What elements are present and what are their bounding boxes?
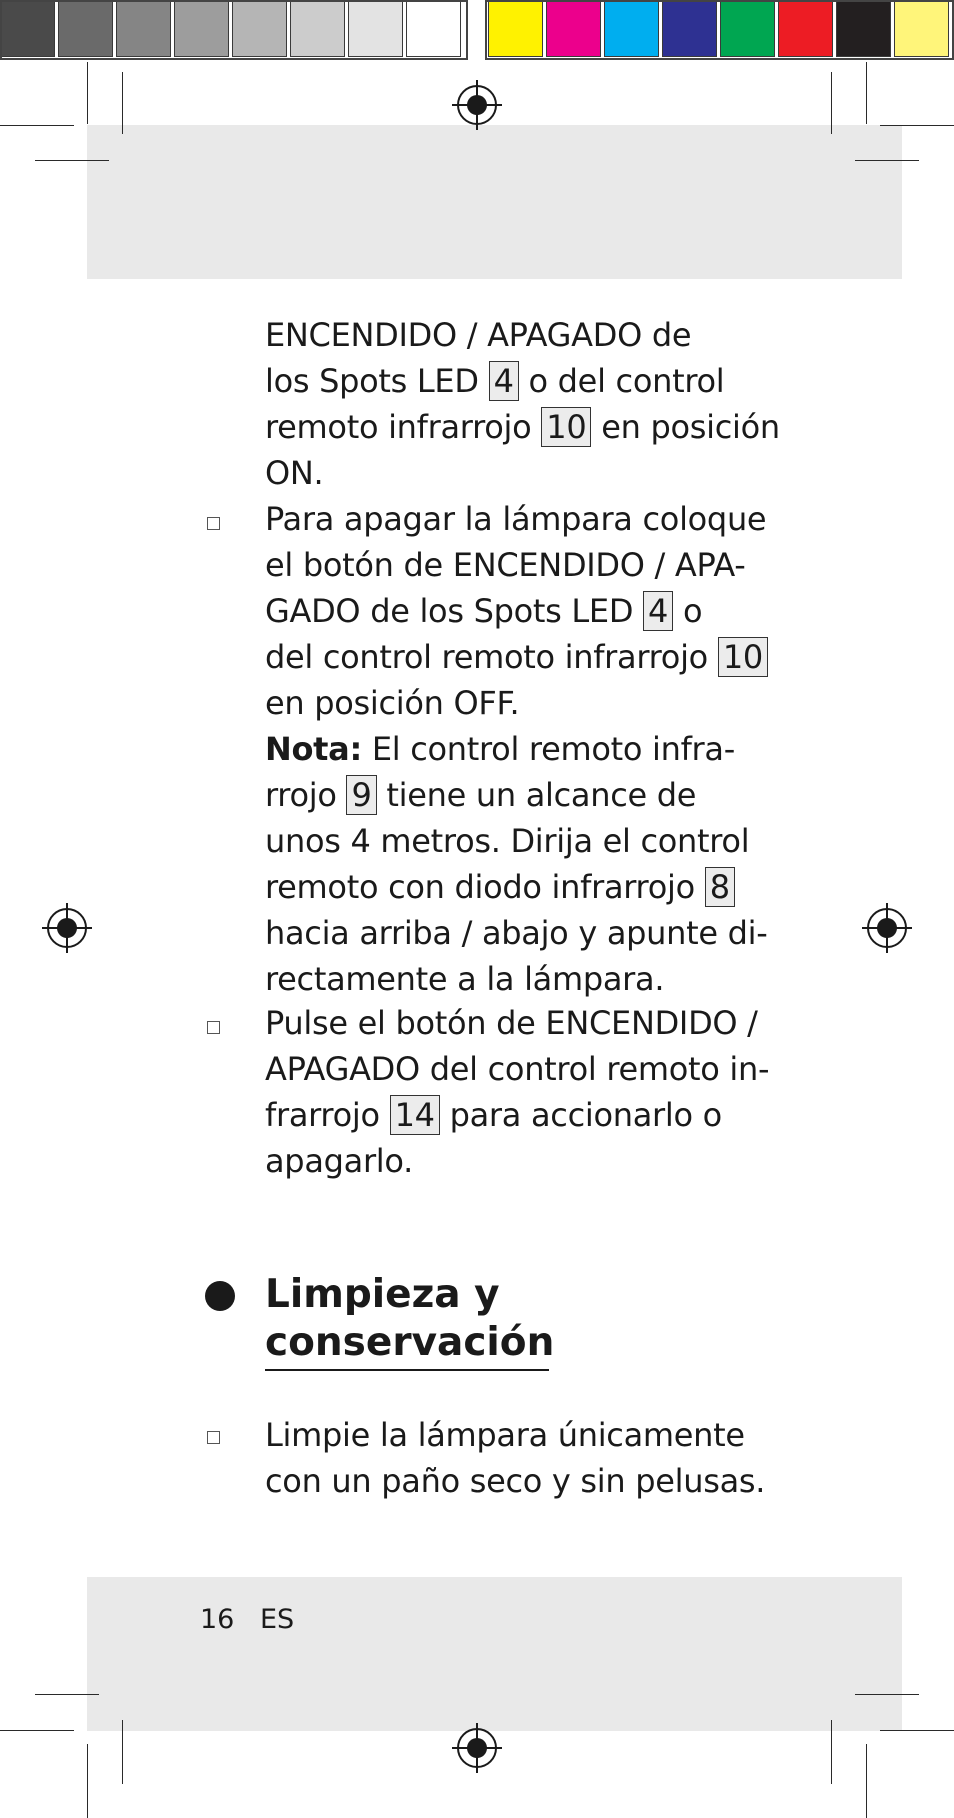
checkbox-bullet-icon — [207, 1021, 220, 1034]
text-line: Pulse el botón de ENCENDIDO / — [265, 1004, 758, 1042]
checkbox-bullet-icon — [207, 1431, 220, 1444]
text-line: o — [682, 592, 703, 630]
crop-mark — [87, 1744, 88, 1818]
continuation-paragraph — [265, 312, 780, 496]
part-reference-badge: 4 — [643, 591, 673, 631]
text-line: el botón de ENCENDIDO / APA- — [265, 546, 746, 584]
text-line: del control remoto infrarrojo — [265, 638, 708, 676]
registration-mark-icon — [452, 80, 502, 130]
crop-mark — [35, 160, 109, 161]
text-line: ON. — [265, 454, 324, 492]
checkbox-bullet-icon — [207, 517, 220, 530]
crop-mark — [35, 1694, 99, 1695]
crop-mark — [87, 62, 88, 124]
text-line: remoto con diodo infrarrojo — [265, 868, 695, 906]
crop-mark — [855, 160, 919, 161]
note-paragraph — [265, 726, 768, 1002]
text-line: Para apagar la lámpara coloque — [265, 500, 767, 538]
part-reference-badge: 10 — [718, 637, 768, 677]
crop-mark — [122, 1720, 123, 1784]
crop-mark — [831, 1720, 832, 1784]
heading-line: Limpieza y — [265, 1272, 500, 1317]
text-line: rectamente a la lámpara. — [265, 960, 665, 998]
part-reference-badge: 9 — [346, 775, 376, 815]
text-line: GADO de los Spots LED — [265, 592, 634, 630]
text-line: en posición — [601, 408, 780, 446]
registration-mark-icon — [452, 1723, 502, 1773]
instruction-item-press — [265, 1000, 770, 1184]
text-line: unos 4 metros. Dirija el control — [265, 822, 750, 860]
text-line: tiene un alcance de — [386, 776, 697, 814]
calibration-bar-frame-right — [485, 0, 954, 60]
text-line: Limpie la lámpara únicamente — [265, 1416, 745, 1454]
registration-mark-icon — [42, 903, 92, 953]
language-code: ES — [260, 1604, 295, 1635]
crop-mark — [866, 62, 867, 124]
heading-underline — [265, 1369, 549, 1371]
crop-mark — [880, 1730, 954, 1731]
text-line: para accionarlo o — [449, 1096, 722, 1134]
crop-mark — [866, 1744, 867, 1818]
text-line: APAGADO del control remoto in- — [265, 1050, 770, 1088]
footer-band — [87, 1577, 902, 1731]
instruction-item-off — [265, 496, 767, 726]
text-line: remoto infrarrojo — [265, 408, 532, 446]
section-bullet-icon — [205, 1281, 235, 1311]
text-line: frarrojo — [265, 1096, 380, 1134]
text-line: El control remoto infra- — [371, 730, 735, 768]
page-number: 16 — [200, 1604, 235, 1635]
text-line: con un paño seco y sin pelusas. — [265, 1462, 766, 1500]
crop-mark — [0, 1730, 74, 1731]
section-heading — [265, 1272, 554, 1368]
text-line: los Spots LED — [265, 362, 479, 400]
text-line: ENCENDIDO / APAGADO de — [265, 316, 692, 354]
crop-mark — [880, 125, 954, 126]
heading-line: conservación — [265, 1320, 555, 1365]
text-line: en posición OFF. — [265, 684, 520, 722]
text-line: hacia arriba / abajo y apunte di- — [265, 914, 768, 952]
part-reference-badge: 14 — [390, 1095, 440, 1135]
header-band — [87, 125, 902, 279]
text-line: apagarlo. — [265, 1142, 413, 1180]
note-label: Nota: — [265, 730, 362, 768]
registration-mark-icon — [862, 903, 912, 953]
text-line: o del control — [528, 362, 725, 400]
calibration-bar-frame — [0, 0, 468, 60]
text-line: rrojo — [265, 776, 337, 814]
part-reference-badge: 10 — [541, 407, 591, 447]
crop-mark — [855, 1694, 919, 1695]
part-reference-badge: 4 — [489, 361, 519, 401]
crop-mark — [122, 72, 123, 134]
instruction-item-clean — [265, 1412, 766, 1504]
part-reference-badge: 8 — [705, 867, 735, 907]
crop-mark — [831, 72, 832, 134]
crop-mark — [0, 125, 74, 126]
